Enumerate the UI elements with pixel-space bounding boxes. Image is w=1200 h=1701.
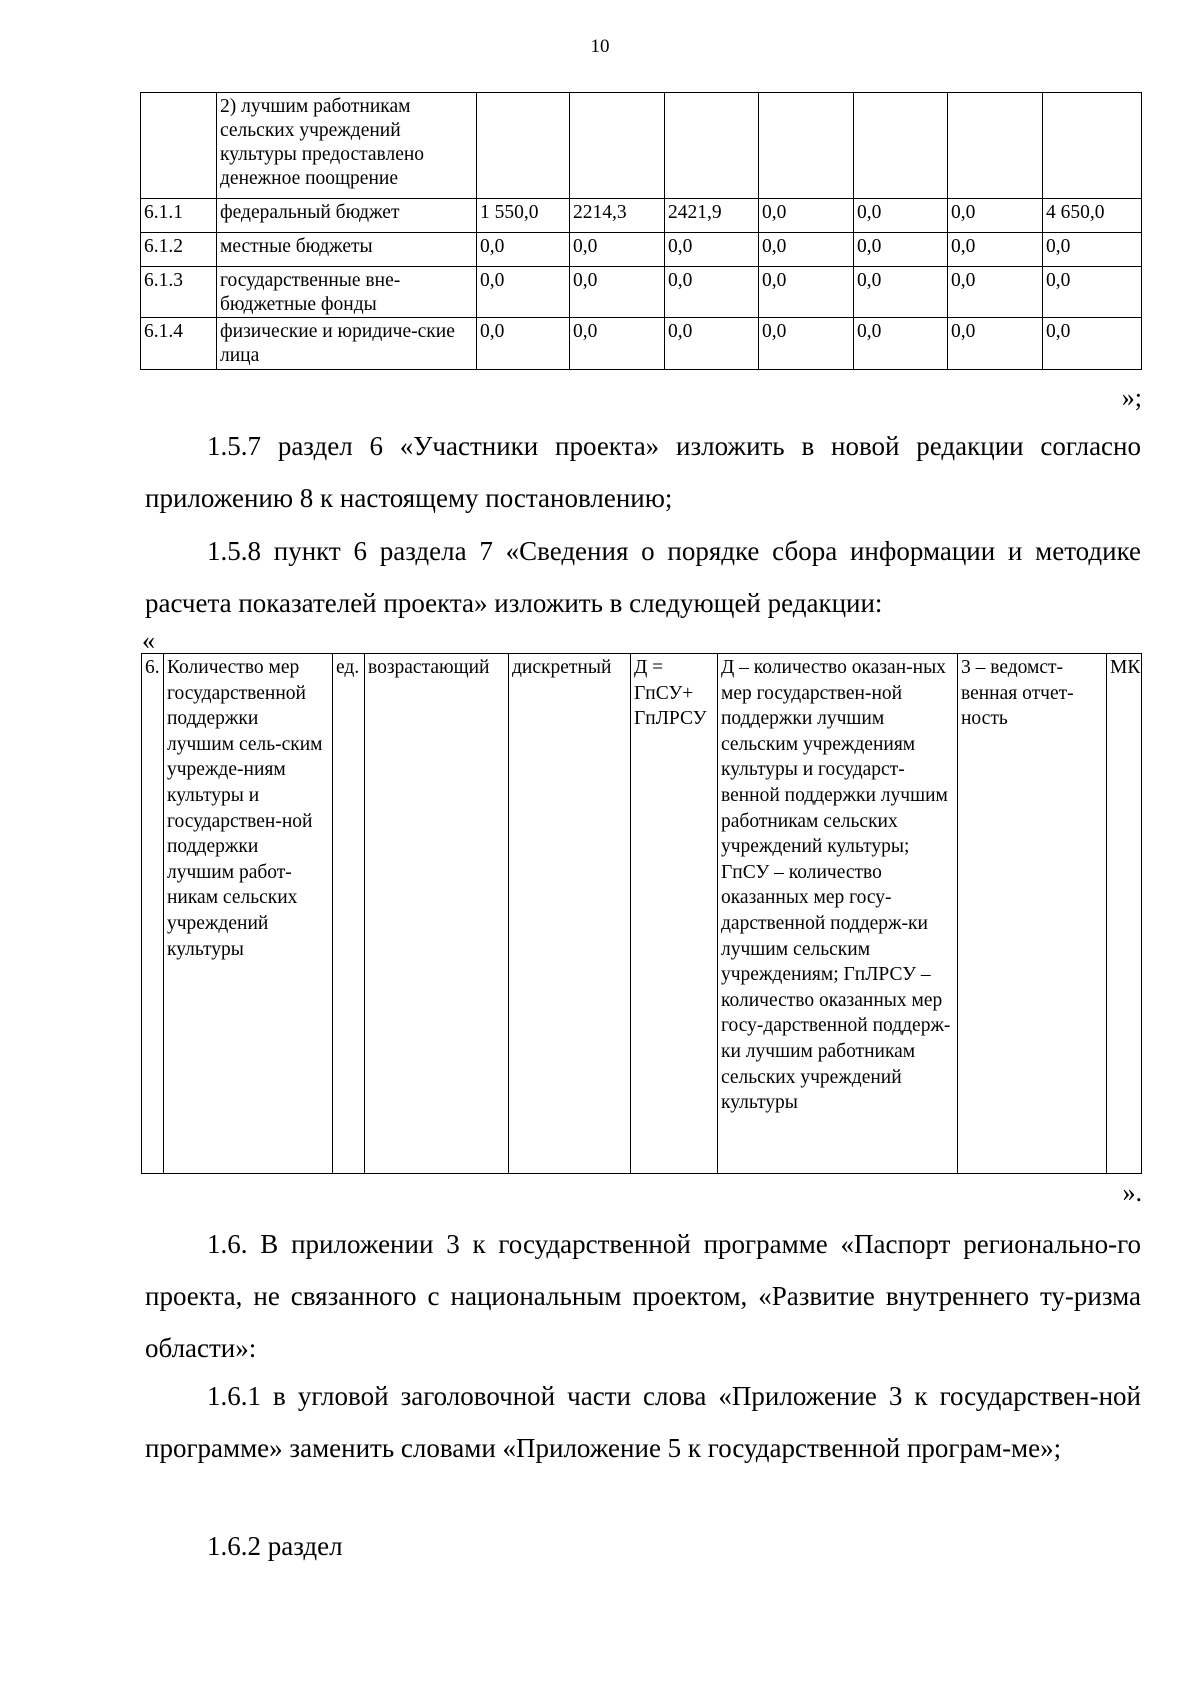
table-row [141,233,1142,267]
value-cell: 0,0 [948,318,1043,370]
indicator-name: Количество мер государственной поддержки лучшим сель-ским учрежде-ниям культуры и государствен-ной поддержки лучшим работ-никам сельских учреждений культуры [164,654,333,1174]
value-cell: 0,0 [665,318,759,370]
row-description: федеральный бюджет [217,199,477,233]
value-cell: 0,0 [854,318,948,370]
value-cell [477,93,570,199]
indicator-number: 6. [142,654,164,1174]
value-cell [854,93,948,199]
table-row [142,654,1142,1174]
value-cell: 0,0 [477,233,570,267]
value-cell: 0,0 [948,267,1043,318]
indicator-unit: ед. [333,654,365,1174]
row-description: государственные вне-бюджетные фонды [217,267,477,318]
opening-quote: « [142,626,155,655]
value-cell: 0,0 [570,318,665,370]
indicator-formula: Д = ГпСУ+ ГпЛРСУ [631,654,718,1174]
value-cell: 4 650,0 [1043,199,1142,233]
value-cell: 2214,3 [570,199,665,233]
indicator-source: 3 – ведомст-венная отчет-ность [958,654,1107,1174]
value-cell: 0,0 [948,199,1043,233]
value-cell [1043,93,1142,199]
row-description: местные бюджеты [217,233,477,267]
page-number: 10 [590,36,610,57]
value-cell: 0,0 [854,267,948,318]
value-cell: 0,0 [759,318,854,370]
value-cell: 0,0 [759,267,854,318]
indicator-type: дискретный [509,654,631,1174]
value-cell: 0,0 [1043,318,1142,370]
paragraph-1-5-7: 1.5.7 раздел 6 «Участники проекта» изложить в новой редакции согласно приложению 8 к настоящему постановлению; [145,431,1141,513]
indicator-table [141,653,1142,1174]
paragraph-1-6: 1.6. В приложении 3 к государственной программе «Паспорт регионально-го проекта, не связанного с национальным проектом, «Развитие внутреннего ту-ризма области»: [145,1229,1141,1363]
table-row [141,93,1142,199]
table-row [141,199,1142,233]
funding-table [140,92,1142,370]
value-cell: 0,0 [854,199,948,233]
value-cell: 0,0 [570,233,665,267]
indicator-responsible: МК [1107,654,1142,1174]
value-cell: 0,0 [1043,267,1142,318]
closing-quote: »; [1121,383,1142,412]
value-cell: 0,0 [665,267,759,318]
value-cell [665,93,759,199]
value-cell: 1 550,0 [477,199,570,233]
row-number: 6.1.2 [141,233,217,267]
value-cell: 0,0 [570,267,665,318]
indicator-dynamics: возрастающий [365,654,509,1174]
row-description: физические и юридиче-ские лица [217,318,477,370]
table-row [141,267,1142,318]
paragraph-1-6-2: 1.6.2 раздел [207,1531,343,1561]
value-cell: 0,0 [1043,233,1142,267]
row-description: 2) лучшим работникам сельских учреждений культуры предоставлено денежное поощрение [217,93,477,199]
paragraph-1-6-1: 1.6.1 в угловой заголовочной части слова «Приложение 3 к государствен-ной программе» заменить словами «Приложение 5 к государственной програм-ме»; [145,1381,1141,1463]
value-cell: 0,0 [759,199,854,233]
row-number: 6.1.3 [141,267,217,318]
value-cell: 0,0 [948,233,1043,267]
table-row [141,318,1142,370]
value-cell: 0,0 [665,233,759,267]
row-number: 6.1.1 [141,199,217,233]
indicator-explanation: Д – количество оказан-ных мер государствен-ной поддержки лучшим сельским учреждениям культуры и государст-венной поддержки лучшим работникам сельских учреждений культуры; ГпСУ – количество оказанных мер госу-дарственной поддерж-ки лучшим сельским учреждениям; ГпЛРСУ – количество оказанных мер госу-дарственной поддерж-ки лучшим работникам сельских учреждений культуры [718,654,958,1174]
value-cell: 0,0 [477,267,570,318]
value-cell: 0,0 [854,233,948,267]
value-cell: 0,0 [477,318,570,370]
value-cell [570,93,665,199]
value-cell: 2421,9 [665,199,759,233]
value-cell [759,93,854,199]
value-cell [948,93,1043,199]
row-number [141,93,217,199]
value-cell: 0,0 [759,233,854,267]
closing-quote-2: ». [1122,1178,1142,1207]
row-number: 6.1.4 [141,318,217,370]
paragraph-1-5-8: 1.5.8 пункт 6 раздела 7 «Сведения о порядке сбора информации и методике расчета показателей проекта» изложить в следующей редакции: [145,536,1141,618]
